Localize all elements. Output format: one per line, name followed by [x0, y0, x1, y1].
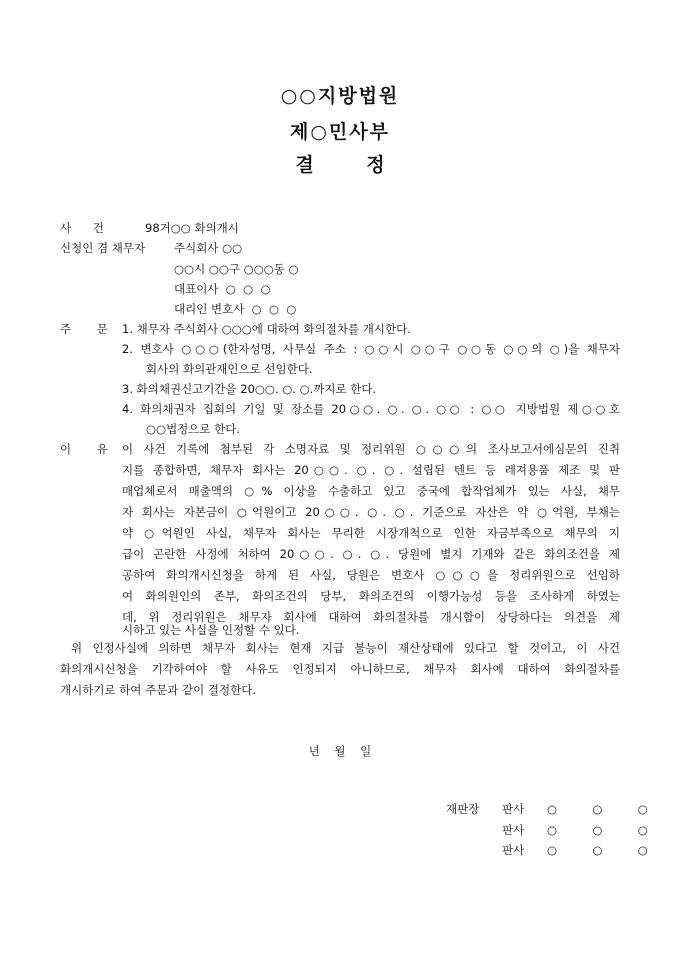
applicant-label: 신청인 겸 채무자: [60, 241, 146, 255]
order-label: 주 문: [60, 322, 108, 336]
conclusion-line-3: 개시하기로 하여 주문과 같이 결정한다.: [60, 683, 257, 697]
reason-line-10: 시하고 있는 사실을 인정할 수 있다.: [122, 623, 300, 637]
order-item-2-line-1: 2. 변호사 ○○○(한자성명, 사무실 주소 : ○○시 ○○구 ○○동 ○○의 ○)을 채무자: [122, 342, 620, 356]
judge-name-2: ○ ○ ○: [547, 823, 648, 837]
applicant-name: 주식회사 ○○: [174, 241, 243, 255]
applicant-address: ○○시 ○○구 ○○○동 ○: [174, 262, 299, 276]
case-value: 98거○○ 화의개시: [145, 221, 239, 235]
reason-label: 이 유: [60, 442, 108, 456]
judge-title-2: 판사: [502, 823, 525, 837]
reason-line-9: 데, 위 정리위원은 채무자 회사에 대하여 화의절차를 개시함이 상당하다는 의견을 제: [122, 610, 620, 624]
applicant-agent: 대리인 변호사 ○ ○ ○: [174, 302, 297, 316]
order-item-3: 3. 화의채권신고기간을 20○○. ○. ○.까지로 한다.: [122, 382, 377, 396]
judge-name-3: ○ ○ ○: [547, 843, 648, 857]
judge-title-3: 판사: [502, 843, 525, 857]
reason-line-3: 매업체로서 매출액의 ○% 이상을 수출하고 있고 중국에 합작업체가 있는 사실, 채무: [122, 484, 620, 498]
document-type: 결 정: [295, 154, 385, 176]
reason-line-8: 여 화의원인의 존부, 화의조건의 당부, 화의조건의 이행가능성 등을 조사하게 하였는: [122, 589, 620, 603]
division-name: 제○민사부: [290, 121, 390, 143]
order-item-4-line-2: ○○법정으로 한다.: [146, 422, 241, 436]
decision-date: 년 월 일: [308, 744, 372, 758]
reason-line-2: 지를 종합하면, 채무자 회사는 20○○. ○. ○. 설립된 텐트 등 레져용품 제조 및 판: [122, 463, 620, 477]
order-item-2-line-2: 회사의 화의관재인으로 선임한다.: [146, 362, 313, 376]
reason-line-1: 이 사건 기록에 첨부된 각 소명자료 및 정리위원 ○○○의 조사보고서에심문의 진취: [122, 442, 620, 456]
court-name: ○○지방법원: [280, 85, 400, 107]
reason-line-6: 급이 곤란한 사정에 처하여 20○○. ○. ○. 당원에 별지 기재와 같은 화의조건을 제: [122, 547, 620, 561]
conclusion-line-1: 위 인정사실에 의하면 채무자 회사는 현재 지급 불능이 재산상태에 있다고 할 것이고, 이 사건: [71, 641, 620, 655]
judge-role-presiding: 재판장: [446, 802, 480, 816]
reason-line-4: 자 회사는 자본금이 ○억원이고 20○○. ○. ○. 기준으로 자산은 약 ○억원, 부채는: [122, 505, 620, 519]
reason-line-7: 공하여 화의개시신청을 하게 된 사실, 당원은 변호사 ○○○을 정리위원으로 선임하: [122, 568, 620, 582]
order-item-1: 1. 채무자 주식회사 ○○○에 대하여 화의절차를 개시한다.: [122, 322, 411, 336]
applicant-ceo: 대표이사 ○ ○ ○: [174, 282, 271, 296]
reason-line-5: 약 ○억원인 사실, 채무자 회사는 무리한 시장개척으로 인한 자금부족으로 채무의 지: [122, 526, 620, 540]
order-item-4-line-1: 4. 화의채권자 집회의 기일 및 장소를 20○○. ○. ○. ○○ : ○○ 지방법원 제○○호: [122, 402, 620, 416]
case-label: 사 건: [60, 221, 104, 235]
judge-title-1: 판사: [502, 802, 525, 816]
conclusion-line-2: 화의개시신청을 기각하여야 할 사유도 인정되지 아니하므로, 채무자 회사에 대하여 화의절차를: [60, 662, 620, 676]
judge-name-1: ○ ○ ○: [547, 802, 648, 816]
